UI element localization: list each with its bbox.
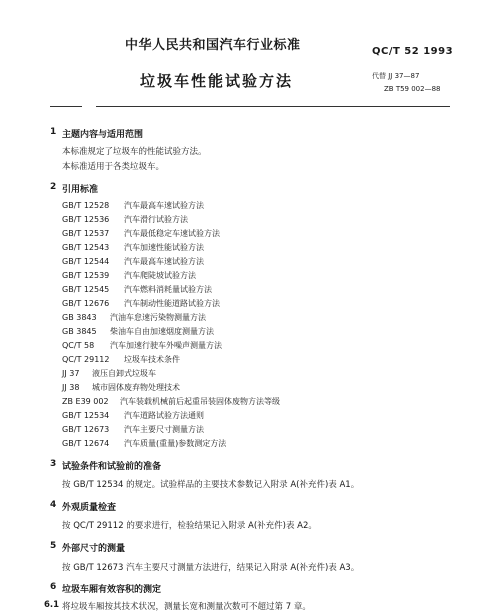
reference-item <box>62 396 280 407</box>
reference-title: 汽车道路试验方法通则 <box>124 411 204 420</box>
reference-title: 汽车爬陡坡试验方法 <box>124 271 196 280</box>
reference-code: GB/T 12539 <box>62 271 110 280</box>
section-5-paragraph: 按 GB/T 12673 汽车主要尺寸测量方法进行，结果记入附录 A(补充件)表 A3。 <box>62 563 360 573</box>
reference-code: QC/T 58 <box>62 341 95 350</box>
section-2-heading: 引用标准 <box>62 185 99 195</box>
reference-title: 汽车加速行驶车外噪声测量方法 <box>110 341 222 350</box>
section-6-number: 6 <box>50 582 57 592</box>
reference-title: 汽车最高车速试验方法 <box>124 257 204 266</box>
reference-code: QC/T 29112 <box>62 355 110 364</box>
reference-title: 汽车装载机械前后起重吊装固体废物方法等级 <box>120 397 280 406</box>
issuing-body: 中华人民共和国汽车行业标准 <box>125 38 301 53</box>
reference-title: 垃圾车技术条件 <box>124 355 180 364</box>
reference-item <box>62 298 220 309</box>
reference-title: 汽车最低稳定车速试验方法 <box>124 229 220 238</box>
reference-code: GB/T 12674 <box>62 439 110 448</box>
header-rule-gap <box>82 103 96 109</box>
section-4-heading: 外观质量检查 <box>62 503 117 513</box>
section-3-paragraph: 按 GB/T 12534 的规定。试验样品的主要技术参数记入附录 A(补充件)表 A1。 <box>62 480 360 490</box>
replaces-standard-2: ZB T59 002—88 <box>384 85 441 93</box>
reference-code: GB/T 12544 <box>62 257 110 266</box>
reference-title: 柴油车自由加速烟度测量方法 <box>110 327 214 336</box>
reference-item <box>62 382 180 393</box>
reference-title: 汽车主要尺寸测量方法 <box>124 425 204 434</box>
reference-item <box>62 340 222 351</box>
section-1-heading: 主题内容与适用范围 <box>62 130 144 140</box>
reference-item <box>62 284 212 295</box>
section-2-number: 2 <box>50 182 57 192</box>
document-title: 垃圾车性能试验方法 <box>140 72 294 90</box>
reference-title: 汽车燃料消耗量试验方法 <box>124 285 212 294</box>
reference-code: GB/T 12537 <box>62 229 110 238</box>
reference-item <box>62 270 196 281</box>
reference-title: 汽车制动性能道路试验方法 <box>124 299 220 308</box>
reference-code: JJ 37 <box>62 369 80 378</box>
reference-title: 汽车质量(重量)参数测定方法 <box>124 439 227 448</box>
reference-code: GB/T 12536 <box>62 215 110 224</box>
reference-title: 汽油车怠速污染物测量方法 <box>110 313 206 322</box>
section-3-number: 3 <box>50 459 57 469</box>
reference-item <box>62 354 180 365</box>
reference-title: 城市固体废弃物处理技术 <box>92 383 180 392</box>
section-5-heading: 外部尺寸的测量 <box>62 544 126 554</box>
reference-code: ZB E39 002 <box>62 397 109 406</box>
reference-item <box>62 200 204 211</box>
section-1-paragraph-2: 本标准适用于各类垃圾车。 <box>62 162 165 172</box>
reference-item <box>62 438 226 449</box>
section-6-heading: 垃圾车厢有效容积的测定 <box>62 585 162 595</box>
header-rule <box>50 106 450 107</box>
reference-item <box>62 424 204 435</box>
reference-item <box>62 214 188 225</box>
reference-code: GB/T 12673 <box>62 425 110 434</box>
replaces-standard-1: 代替 JJ 37—87 <box>372 72 420 80</box>
reference-item <box>62 368 156 379</box>
standard-number: QC/T 52 1993 <box>372 46 454 57</box>
reference-title: 汽车加速性能试验方法 <box>124 243 204 252</box>
section-4-paragraph: 按 QC/T 29112 的要求进行，检验结果记入附录 A(补充件)表 A2。 <box>62 521 317 531</box>
reference-item <box>62 256 204 267</box>
reference-code: GB 3845 <box>62 327 97 336</box>
reference-item <box>62 410 204 421</box>
reference-item <box>62 326 214 337</box>
section-4-number: 4 <box>50 500 57 510</box>
reference-code: GB/T 12545 <box>62 285 110 294</box>
section-1-paragraph-1: 本标准规定了垃圾车的性能试验方法。 <box>62 147 207 157</box>
reference-item <box>62 228 220 239</box>
reference-code: JJ 38 <box>62 383 80 392</box>
reference-title: 液压自卸式垃圾车 <box>92 369 156 378</box>
reference-title: 汽车最高车速试验方法 <box>124 201 204 210</box>
section-5-number: 5 <box>50 541 57 551</box>
clause-6-1-text: 将垃圾车厢按其技术状况，测量长宽和测量次数可不超过第 7 章。 <box>62 602 311 612</box>
reference-code: GB/T 12676 <box>62 299 110 308</box>
reference-code: GB 3843 <box>62 313 97 322</box>
reference-item <box>62 312 206 323</box>
reference-code: GB/T 12528 <box>62 201 110 210</box>
reference-item <box>62 242 204 253</box>
reference-code: GB/T 12534 <box>62 411 110 420</box>
section-1-number: 1 <box>50 127 57 137</box>
section-3-heading: 试验条件和试验前的准备 <box>62 462 162 472</box>
clause-6-1-number: 6.1 <box>44 600 60 610</box>
reference-code: GB/T 12543 <box>62 243 110 252</box>
reference-title: 汽车滑行试验方法 <box>124 215 188 224</box>
